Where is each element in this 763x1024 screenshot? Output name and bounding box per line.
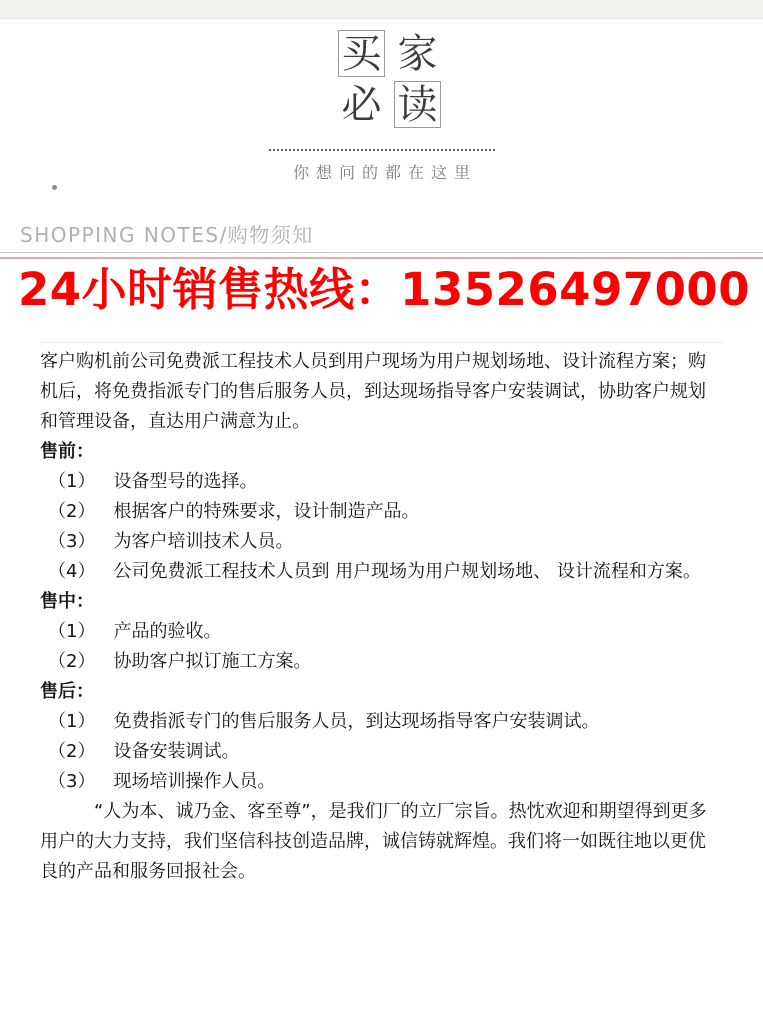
item-number: （1） bbox=[48, 711, 96, 732]
top-band bbox=[0, 0, 763, 19]
logo-row-1 bbox=[338, 30, 441, 77]
item-number: （1） bbox=[48, 621, 96, 642]
tagline: 你想问的都在这里 bbox=[292, 163, 477, 182]
item-number: （3） bbox=[48, 771, 96, 792]
item-text: 免费指派专门的售后服务人员，到达现场指导客户安装调试。 bbox=[113, 711, 600, 732]
list-item bbox=[40, 767, 723, 797]
item-text: 设备安装调试。 bbox=[113, 741, 240, 762]
red-accent-line bbox=[0, 257, 763, 259]
logo-char-mai: 买 bbox=[338, 30, 385, 77]
sales-hotline bbox=[18, 262, 751, 318]
list-item bbox=[40, 497, 723, 527]
item-number: （2） bbox=[48, 501, 96, 522]
shopping-notes-content bbox=[40, 342, 723, 887]
logo-row-2 bbox=[338, 81, 441, 128]
closing-paragraph: “人为本、诚乃金、客至尊”，是我们厂的立厂宗旨。热忱欢迎和期望得到更多用户的大力支持，我们坚信科技创造品牌，诚信铸就辉煌。我们将一如既往地以更优良的产品和服务回报社会。 bbox=[40, 801, 707, 882]
section-label-aftersale: 售后： bbox=[40, 681, 94, 702]
item-number: （4） bbox=[48, 561, 96, 582]
intro-paragraph: 客户购机前公司免费派工程技术人员到用户现场为用户规划场地、设计流程方案；购机后，将免费指派专门的售后服务人员，到达现场指导客户安装调试，协助客户规划和管理设备，直达用户满意为止。 bbox=[40, 351, 706, 432]
list-item bbox=[40, 707, 723, 737]
list-item bbox=[40, 467, 723, 497]
hotline-number: 13526497000 bbox=[400, 263, 751, 316]
item-number: （1） bbox=[48, 471, 96, 492]
section-label-presale: 售前： bbox=[40, 441, 94, 462]
logo-char-du: 读 bbox=[394, 81, 441, 128]
item-text: 设备型号的选择。 bbox=[113, 471, 258, 492]
item-text: 为客户培训技术人员。 bbox=[113, 531, 294, 552]
decorative-dot bbox=[52, 185, 57, 190]
item-number: （3） bbox=[48, 531, 96, 552]
item-text: 根据客户的特殊要求，设计制造产品。 bbox=[113, 501, 420, 522]
dotted-separator bbox=[269, 149, 495, 151]
list-item bbox=[40, 527, 723, 557]
section-label-midsale: 售中： bbox=[40, 591, 94, 612]
logo-char-jia: 家 bbox=[397, 30, 438, 77]
list-item bbox=[40, 557, 723, 587]
header-divider-line bbox=[0, 252, 763, 253]
item-text: 公司免费派工程技术人员到 用户现场为用户规划场地、 设计流程和方案。 bbox=[113, 561, 701, 582]
item-text: 产品的验收。 bbox=[113, 621, 222, 642]
item-text: 现场培训操作人员。 bbox=[113, 771, 276, 792]
section-header: SHOPPING NOTES/购物须知 bbox=[20, 223, 314, 247]
item-text: 协助客户拟订施工方案。 bbox=[113, 651, 312, 672]
hotline-label: 24小时销售热线： bbox=[18, 263, 401, 316]
logo-char-bi: 必 bbox=[341, 81, 382, 128]
list-item bbox=[40, 647, 723, 677]
list-item bbox=[40, 737, 723, 767]
item-number: （2） bbox=[48, 741, 96, 762]
brand-logo bbox=[338, 30, 441, 128]
item-number: （2） bbox=[48, 651, 96, 672]
list-item bbox=[40, 617, 723, 647]
